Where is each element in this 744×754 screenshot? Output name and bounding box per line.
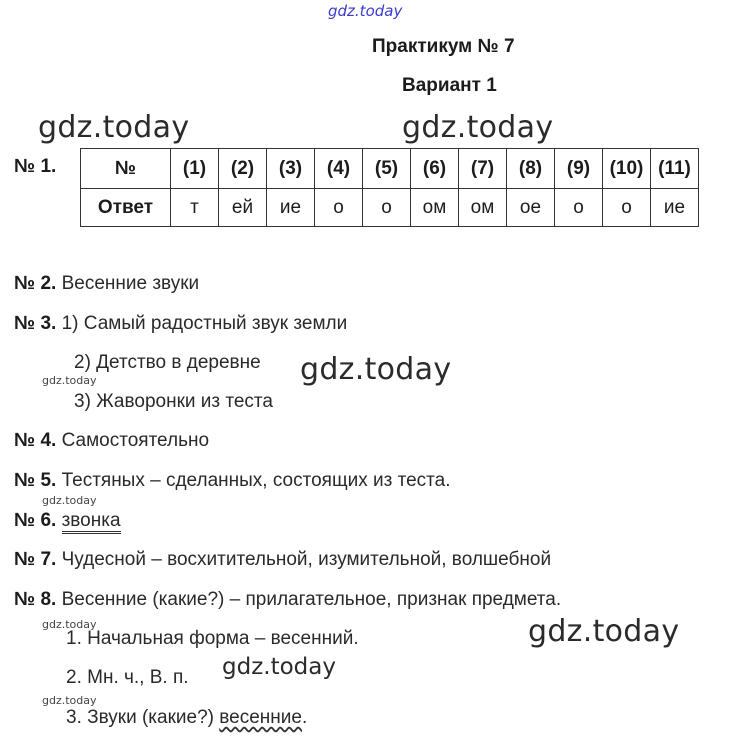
task6-text: звонка [62,510,121,534]
task8-item-3 [66,707,307,729]
task1-label: № 1. [14,156,57,177]
answer-cell: ом [411,189,459,227]
answer-cell: о [603,189,651,227]
task4-label: № 4. [14,430,57,451]
task2-label: № 2. [14,273,57,294]
task8-text: Весенние (какие?) – прилагательное, признак предмета. [61,589,562,610]
task2 [14,273,199,295]
answers-table [80,148,699,227]
task8-item-3-end: . [301,707,308,728]
column-header: (4) [315,149,363,189]
task6-label: № 6. [14,510,57,531]
column-header: (10) [603,149,651,189]
column-header: (6) [411,149,459,189]
task8-item-2: 2. Мн. ч., В. п. [66,667,189,688]
task5 [14,470,450,492]
answer-cell: т [171,189,219,227]
task8-label: № 8. [14,589,57,610]
task3-item-1: 1) Самый радостный звук земли [61,313,348,334]
table-answer-row [81,189,699,227]
column-header: (8) [507,149,555,189]
answer-cell: ом [459,189,507,227]
watermark-top: gdz.today [328,2,403,20]
watermark-small-4: gdz.today [42,694,97,707]
table-header-row [81,149,699,189]
task6 [14,510,121,532]
answer-cell: ей [219,189,267,227]
column-header: (3) [267,149,315,189]
answer-cell: о [555,189,603,227]
task3-item-2: 2) Детство в деревне [74,352,261,373]
watermark-lower: gdz.today [222,654,336,680]
task7-label: № 7. [14,549,57,570]
task7-text: Чудесной – восхитительной, изумительной, волшебной [61,549,552,570]
task5-label: № 5. [14,470,57,491]
watermark-left: gdz.today [38,110,190,145]
column-header: (9) [555,149,603,189]
answer-cell: ое [507,189,555,227]
task3-item-3: 3) Жаворонки из теста [74,391,273,412]
answer-cell: о [315,189,363,227]
watermark-small-1: gdz.today [42,374,97,387]
task4-text: Самостоятельно [61,430,210,451]
watermark-small-2: gdz.today [42,494,97,507]
column-header: (7) [459,149,507,189]
page-title: Практикум № 7 [372,36,515,57]
variant-title: Вариант 1 [402,75,497,96]
watermark-right: gdz.today [528,614,680,649]
task2-text: Весенние звуки [61,273,200,294]
task5-text: Тестяных – сделанных, состоящих из теста. [61,470,451,491]
task8 [14,589,561,611]
task8-underlined-word: весенние [219,707,302,728]
column-header: (1) [171,149,219,189]
watermark-small-3: gdz.today [42,618,97,631]
column-header: (2) [219,149,267,189]
answer-cell: о [363,189,411,227]
column-header: (11) [651,149,699,189]
answer-cell: ие [267,189,315,227]
task3-label: № 3. [14,313,57,334]
column-header: (5) [363,149,411,189]
answer-row-label: Ответ [81,189,171,227]
task8-item-3-text: 3. Звуки (какие?) [66,707,220,728]
task3 [14,313,347,335]
answer-cell: ие [651,189,699,227]
watermark-center: gdz.today [402,110,554,145]
task8-item-1: 1. Начальная форма – весенний. [66,628,359,649]
table-header-label: № [81,149,171,189]
watermark-mid: gdz.today [300,352,452,387]
task4 [14,430,209,452]
task7 [14,549,551,571]
